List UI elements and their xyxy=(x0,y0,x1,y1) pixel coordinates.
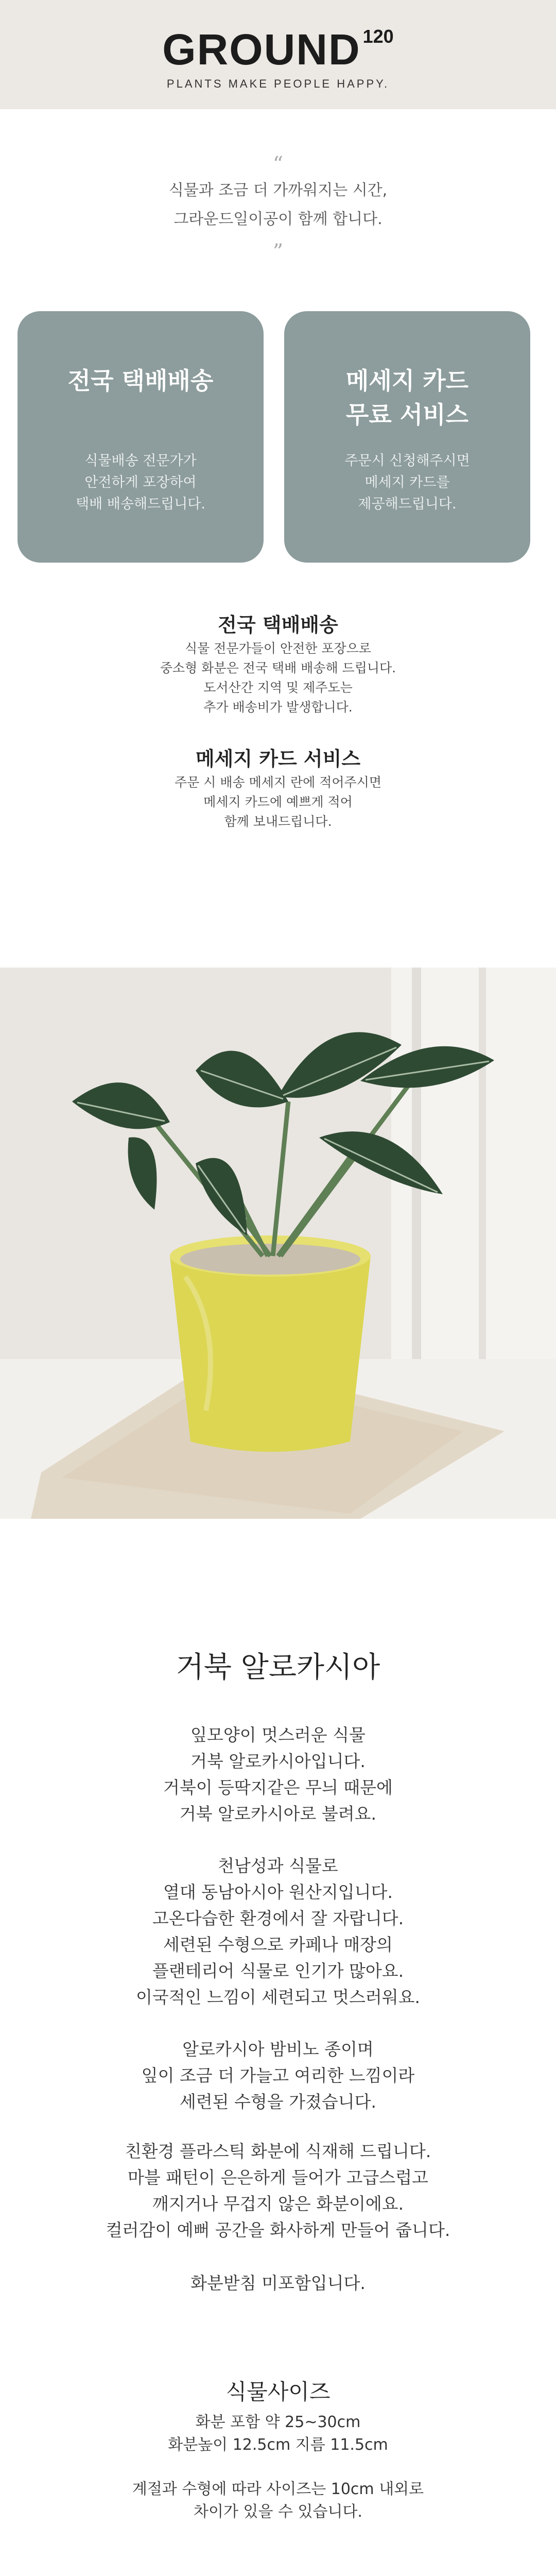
card-body-line: 메세지 카드를 xyxy=(364,474,450,490)
description-line: 잎이 조금 더 가늘고 여리한 느낌이라 xyxy=(141,2065,415,2086)
description-line: 화분받침 미포함입니다. xyxy=(190,2273,366,2293)
message-card xyxy=(284,311,530,563)
card-title-line: 전국 택배배송 xyxy=(67,367,214,395)
brand-tagline: PLANTS MAKE PEOPLE HAPPY. xyxy=(166,77,390,90)
description-line: 천남성과 식물로 xyxy=(218,1856,338,1876)
description-line: 컬러감이 예뻐 공간을 화사하게 만들어 줍니다. xyxy=(106,2220,450,2240)
description-line: 거북 알로카시아로 불려요. xyxy=(179,1804,377,1824)
service-line: 주문 시 배송 메세지 란에 적어주시면 xyxy=(175,775,381,790)
service-line: 식물 전문가들이 안전한 포장으로 xyxy=(185,641,371,656)
alocasia-photo xyxy=(0,968,556,1519)
product-description xyxy=(0,1722,556,1827)
description-line: 잎모양이 멋스러운 식물 xyxy=(190,1725,366,1745)
card-body xyxy=(284,450,530,515)
service-line: 함께 보내드립니다. xyxy=(224,814,332,829)
intro-line: 식물과 조금 더 가까워지는 시간, xyxy=(168,181,388,199)
service-description xyxy=(0,639,556,717)
intro-text xyxy=(0,176,556,234)
size-title: 식물사이즈 xyxy=(225,2379,331,2404)
card-body xyxy=(18,450,264,515)
product-name: 거북 알로카시아 xyxy=(176,1651,380,1684)
size-line: 화분높이 12.5cm 지름 11.5cm xyxy=(168,2436,388,2454)
description-line: 마블 패턴이 은은하게 들어가 고급스럽고 xyxy=(128,2167,428,2188)
size-note-line: 차이가 있을 수 있습니다. xyxy=(194,2503,362,2521)
card-title xyxy=(284,364,530,432)
brand-logo[interactable] xyxy=(0,25,556,75)
card-title-line: 메세지 카드 xyxy=(345,367,469,395)
description-line: 세련된 수형을 가졌습니다. xyxy=(179,2092,377,2112)
card-body-line: 택배 배송해드립니다. xyxy=(76,496,205,512)
card-title xyxy=(18,364,264,398)
delivery-service xyxy=(0,611,556,717)
size-note xyxy=(0,2478,556,2523)
description-line: 열대 동남아시아 원산지입니다. xyxy=(163,1882,393,1902)
description-line: 거북이 등딱지같은 무늬 때문에 xyxy=(163,1777,393,1798)
card-body-line: 주문시 신청해주시면 xyxy=(344,453,470,469)
close-quote-icon: ” xyxy=(272,240,284,264)
description-line: 알로카시아 밤비노 종이며 xyxy=(182,2039,374,2059)
service-line: 도서산간 지역 및 제주도는 xyxy=(203,680,353,695)
delivery-card xyxy=(18,311,264,563)
size-info xyxy=(0,2411,556,2456)
brand-number: 120 xyxy=(362,26,394,47)
card-title-line: 무료 서비스 xyxy=(345,401,469,429)
card-body-line: 안전하게 포장하여 xyxy=(84,474,197,490)
description-line: 세련된 수형으로 카페나 매장의 xyxy=(163,1935,393,1955)
description-line: 이국적인 느낌이 세련되고 멋스러워요. xyxy=(135,1987,420,2007)
brand-header xyxy=(0,0,556,109)
message-service xyxy=(0,745,556,832)
service-title: 메세지 카드 서비스 xyxy=(195,748,361,770)
service-line: 추가 배송비가 발생합니다. xyxy=(203,700,353,715)
card-body-line: 식물배송 전문가가 xyxy=(84,453,197,469)
service-title: 전국 택배배송 xyxy=(218,614,338,636)
size-note-line: 계절과 수형에 따라 사이즈는 10cm 내외로 xyxy=(132,2480,424,2498)
product-description xyxy=(0,2138,556,2243)
description-line: 고온다습한 환경에서 잘 자랍니다. xyxy=(152,1908,404,1928)
card-body-line: 제공해드립니다. xyxy=(358,496,457,512)
product-description xyxy=(0,2036,556,2115)
product-description xyxy=(0,2270,556,2296)
product-description xyxy=(0,1853,556,2010)
service-line: 중소형 화분은 전국 택배 배송해 드립니다. xyxy=(160,660,396,675)
open-quote-icon: “ xyxy=(272,152,284,176)
brand-name: GROUND xyxy=(162,25,361,74)
service-description xyxy=(0,773,556,832)
description-line: 친환경 플라스틱 화분에 식재해 드립니다. xyxy=(125,2141,431,2161)
description-line: 플랜테리어 식물로 인기가 많아요. xyxy=(152,1961,404,1981)
size-line: 화분 포함 약 25~30cm xyxy=(195,2413,361,2431)
description-line: 깨지거나 무겁지 않은 화분이에요. xyxy=(152,2194,404,2214)
description-line: 거북 알로카시아입니다. xyxy=(190,1751,366,1771)
service-line: 메세지 카드에 예쁘게 적어 xyxy=(203,794,353,809)
intro-line: 그라운드일이공이 함께 합니다. xyxy=(173,210,383,228)
